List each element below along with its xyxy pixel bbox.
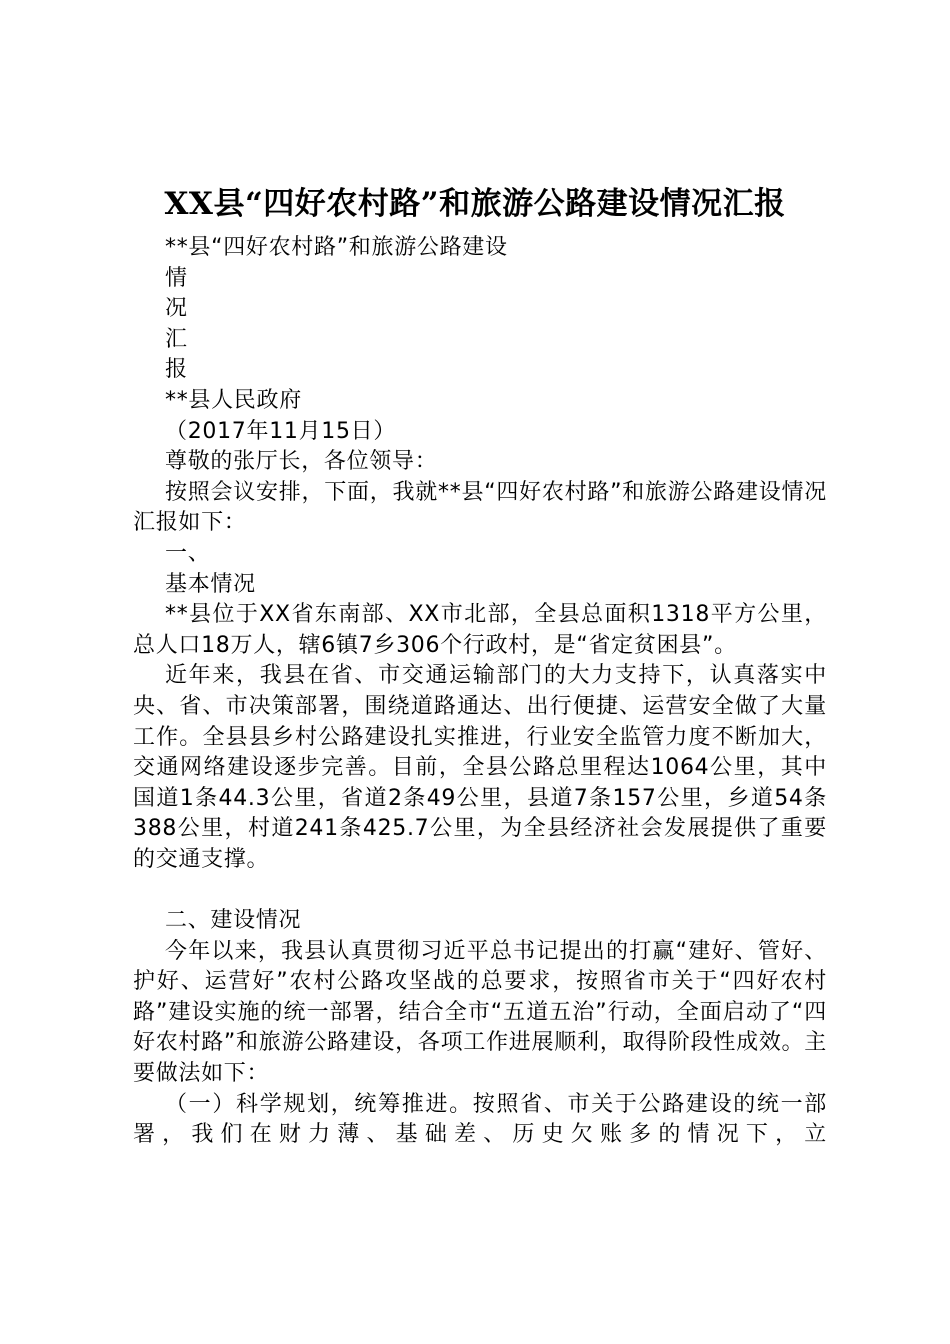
intro-paragraph: 按照会议安排，下面，我就**县“四好农村路”和旅游公路建设情况汇报如下：	[133, 479, 827, 536]
section-1-number: 一、	[165, 540, 211, 566]
blank-line	[133, 875, 827, 906]
subtitle-line: **县“四好农村路”和旅游公路建设	[165, 235, 508, 260]
report-date: （2017年11月15日）	[165, 418, 397, 444]
subtitle-char: 汇	[165, 326, 188, 352]
section-1-paragraph-1: **县位于XX省东南部、XX市北部，全县总面积1318平方公里，总人口18万人，辖6镇7乡306个行政村，是“省定贫困县”。	[133, 602, 827, 658]
subtitle-char: 情	[165, 265, 188, 291]
section-1-heading: 基本情况	[165, 571, 256, 597]
document-title: XX县“四好农村路”和旅游公路建设情况汇报	[164, 186, 786, 222]
subtitle-char: 况	[165, 296, 188, 322]
subtitle-char: 报	[165, 357, 188, 383]
section-1-paragraph-2: 近年来，我县在省、市交通运输部门的大力支持下，认真落实中央、省、市决策部署，围绕道路通达、出行便捷、运营安全做了大量工作。全县县乡村公路建设扎实推进，行业安全监管力度不断加大，交通网络建设逐步完善。目前，全县公路总里程达1064公里，其中国道1条44.3公里，省道2条49公里，县道7条157公里，乡道54条388公里，村道241条425.7公里，为全县经济社会发展提供了重要的交通支撑。	[133, 663, 827, 872]
section-2-paragraph-1: 今年以来，我县认真贯彻习近平总书记提出的打赢“建好、管好、护好、运营好”农村公路攻坚战的总要求，按照省市关于“四好农村路”建设实施的统一部署，结合全市“五道五治”行动，全面启动了“四好农村路”和旅游公路建设，各项工作进展顺利，取得阶段性成效。主要做法如下：	[133, 938, 827, 1087]
issuer: **县人民政府	[165, 387, 302, 413]
section-2-heading: 二、建设情况	[165, 908, 302, 934]
document-body	[133, 233, 827, 1151]
section-2-item-1: （一）科学规划，统筹推进。按照省、市关于公路建设的统一部署，我们在财力薄、基础差、历史欠账多的情况下，立	[133, 1091, 827, 1148]
salutation: 尊敬的张厅长，各位领导：	[165, 449, 438, 475]
